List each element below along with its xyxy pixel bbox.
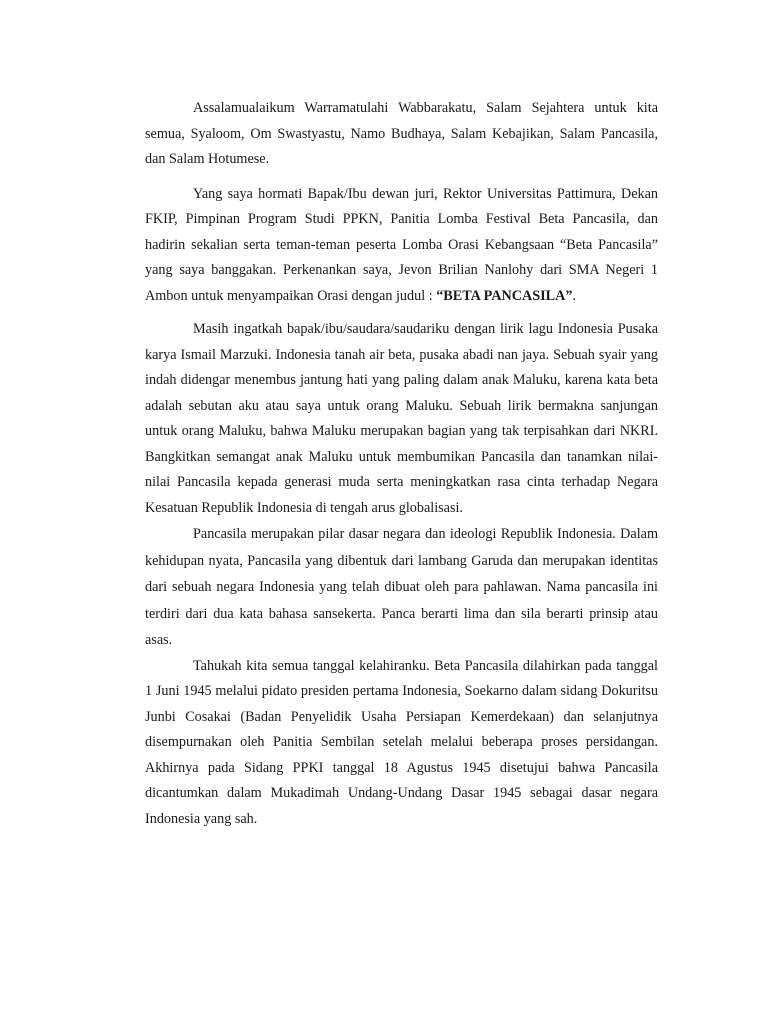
paragraph-pancasila-birth: Tahukah kita semua tanggal kelahiranku. Beta Pancasila dilahirkan pada tanggal 1 Juni 1945 melalui pidato presiden pertama Indonesia, Soekarno dalam sidang Dokuritsu Junbi Cosakai (Badan Penyelidik Usaha Persiapan Kemerdekaan) dan selanjutnya disempurnakan oleh Panitia Sembilan setelah melalui beberapa proses persidangan. Akhirnya pada Sidang PPKI tanggal 18 Agustus 1945 disetujui bahwa Pancasila dicantumkan dalam Mukadimah Undang-Undang Dasar 1945 sebagai dasar negara Indonesia yang sah.	[145, 657, 658, 827]
paragraph-pancasila-definition: Pancasila merupakan pilar dasar negara dan ideologi Republik Indonesia. Dalam kehidupan nyata, Pancasila yang dibentuk dari lambang Garuda dan merupakan identitas dari sebuah negara Indonesia yang telah dibuat oleh para pahlawan. Nama pancasila ini terdiri dari dua kata bahasa sansekerta. Panca berarti lima dan sila berarti prinsip atau asas.	[145, 526, 658, 648]
introduction-end: .	[572, 287, 576, 304]
paragraph-introduction	[145, 182, 658, 310]
paragraph-indonesia-pusaka: Masih ingatkah bapak/ibu/saudara/saudariku dengan lirik lagu Indonesia Pusaka karya Ismail Marzuki. Indonesia tanah air beta, pusaka abadi nan jaya. Sebuah syair yang indah didengar menembus jantung hati yang paling dalam anak Maluku, karena kata beta adalah sebutan aku atau saya untuk orang Maluku. Sebuah lirik bermakna sanjungan untuk orang Maluku, bahwa Maluku merupakan bagian yang tak terpisahkan dari NKRI. Bangkitkan semangat anak Maluku untuk membumikan Pancasila dan tanamkan nilai-nilai Pancasila kepada generasi muda serta meningkatkan rasa cinta terhadap Negara Kesatuan Republik Indonesia di tengah arus globalisasi.	[145, 321, 658, 516]
paragraph-greeting: Assalamualaikum Warramatulahi Wabbarakatu, Salam Sejahtera untuk kita semua, Syaloom, Om Swastyastu, Namo Budhaya, Salam Kebajikan, Salam Pancasila, dan Salam Hotumese.	[145, 100, 658, 167]
oration-title: “BETA PANCASILA”	[436, 287, 573, 304]
introduction-text: Yang saya hormati Bapak/Ibu dewan juri, Rektor Universitas Pattimura, Dekan FKIP, Pimpinan Program Studi PPKN, Panitia Lomba Festival Beta Pancasila, dan hadirin sekalian serta teman-teman peserta Lomba Orasi Kebangsaan “Beta Pancasila” yang saya banggakan. Perkenankan saya, Jevon Brilian Nanlohy dari SMA Negeri 1 Ambon untuk menyampaikan Orasi dengan judul :	[145, 185, 658, 304]
document-page	[145, 96, 658, 832]
